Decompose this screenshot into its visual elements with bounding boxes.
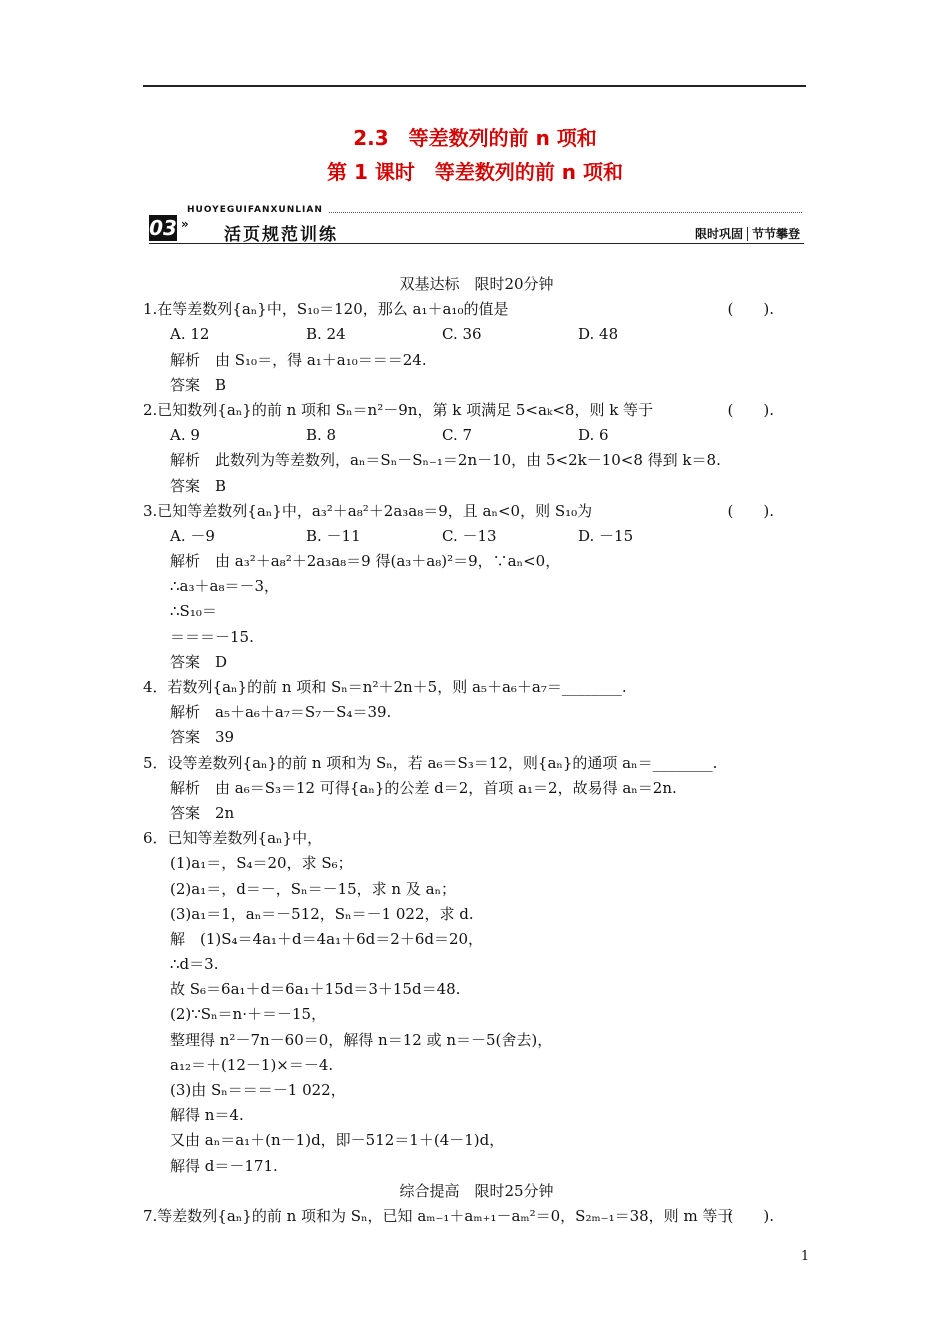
chevron-icon: »	[181, 217, 189, 231]
line-text: 解得 n＝4.	[170, 1106, 244, 1125]
exercise-content	[143, 272, 810, 1229]
solution-line	[143, 1128, 810, 1153]
answer-option: B. 24	[306, 325, 346, 344]
line-text: ＝＝＝－15.	[170, 627, 254, 646]
section-title: 2.3 等差数列的前 n 项和	[353, 126, 597, 150]
banner-number: 03	[149, 216, 177, 240]
section-heading-comprehensive: 综合提高 限时25分钟	[399, 1181, 554, 1200]
answer-option: D. 48	[578, 325, 619, 344]
solution-line	[143, 927, 810, 952]
answer-option: A. 9	[170, 426, 200, 445]
line-text: (1)a₁＝，S₄＝20，求 S₆；	[170, 854, 353, 873]
answer-options	[143, 423, 810, 448]
question-line	[143, 751, 810, 776]
solution-line	[143, 700, 810, 725]
answer-option: A. －9	[170, 526, 215, 545]
answer-options	[143, 322, 810, 347]
solution-line	[143, 474, 810, 499]
line-text: 3.已知等差数列{aₙ}中，a₃²＋a₈²＋2a₃a₈＝9，且 aₙ<0，则 S₁₀为	[143, 501, 593, 520]
line-text: (3)由 Sₙ＝＝＝－1 022，	[170, 1081, 346, 1099]
answer-blank: ( ).	[727, 300, 774, 319]
line-text: 整理得 n²－7n－60＝0，解得 n＝12 或 n＝－5(舍去)，	[170, 1030, 553, 1049]
line-text: 答案 B	[170, 375, 227, 394]
page-number: 1	[800, 1249, 810, 1264]
answer-option: D. 6	[578, 426, 609, 445]
practice-banner	[149, 203, 804, 245]
question-line	[143, 826, 810, 851]
line-text: 解析 由 a₆＝S₃＝12 可得{aₙ}的公差 d＝2，首项 a₁＝2，故易得 aₙ＝2n.	[170, 778, 677, 797]
line-text: ∴a₃＋a₈＝－3，	[170, 577, 279, 596]
section-heading-basic: 双基达标 限时20分钟	[399, 275, 554, 293]
answer-blank: ( ).	[727, 1206, 774, 1225]
line-text: 1.在等差数列{aₙ}中，S₁₀＝120，那么 a₁＋a₁₀的值是	[143, 300, 509, 319]
line-text: 答案 D	[170, 652, 228, 671]
solution-line	[143, 348, 810, 373]
solution-line	[143, 448, 810, 473]
question-line	[143, 1204, 810, 1229]
solution-line	[143, 1078, 810, 1103]
line-text: 7.等差数列{aₙ}的前 n 项和为 Sₙ，已知 aₘ₋₁＋aₘ₊₁－aₘ²＝0，S₂ₘ₋₁＝38，则 m 等于	[143, 1206, 733, 1225]
answer-option: B. 8	[306, 426, 337, 445]
line-text: 5．设等差数列{aₙ}的前 n 项和为 Sₙ，若 a₆＝S₃＝12，则{aₙ}的通项 aₙ＝________.	[143, 753, 718, 772]
answer-option: A. 12	[170, 325, 210, 344]
line-text: 解 (1)S₄＝4a₁＋d＝4a₁＋6d＝2＋6d＝20，	[170, 929, 484, 948]
line-text: 解析 此数列为等差数列，aₙ＝Sₙ－Sₙ₋₁＝2n－10，由 5<2k－10<8 得到 k＝8.	[170, 451, 721, 470]
solution-line	[143, 902, 810, 927]
solution-line	[143, 1053, 810, 1078]
answer-option: D. －15	[578, 526, 634, 545]
line-text: 答案 39	[170, 728, 235, 747]
line-text: a₁₂＝＋(12－1)×＝－4.	[170, 1055, 334, 1074]
solution-line	[143, 1002, 810, 1027]
lesson-title: 第 1 课时 等差数列的前 n 项和	[326, 160, 623, 184]
solution-line	[143, 801, 810, 826]
banner-rule	[149, 243, 804, 244]
line-text: 解得 d＝－171.	[170, 1156, 278, 1175]
banner-pinyin: HUOYEGUIFANXUNLIAN	[187, 205, 323, 215]
answer-option: B. －11	[306, 526, 361, 545]
banner-name: 活页规范训练	[224, 225, 338, 245]
line-text: 4．若数列{aₙ}的前 n 项和 Sₙ＝n²＋2n＋5，则 a₅＋a₆＋a₇＝________.	[143, 678, 627, 696]
line-text: 又由 aₙ＝a₁＋(n－1)d，即－512＝1＋(4－1)d，	[170, 1131, 505, 1150]
solution-line	[143, 1028, 810, 1053]
answer-blank: ( ).	[727, 400, 774, 419]
solution-line	[143, 1103, 810, 1128]
banner-dotted-line	[329, 212, 802, 213]
line-text: (2)∵Sₙ＝n·＋＝－15，	[170, 1005, 327, 1024]
banner-right-b: 节节攀登	[751, 227, 800, 241]
answer-blank: ( ).	[727, 501, 774, 520]
answer-option: C. －13	[442, 526, 497, 545]
solution-line	[143, 851, 810, 876]
line-text: 6．已知等差数列{aₙ}中，	[143, 829, 323, 848]
line-text: 解析 a₅＋a₆＋a₇＝S₇－S₄＝39.	[170, 703, 392, 722]
line-text: 解析 由 a₃²＋a₈²＋2a₃a₈＝9 得(a₃＋a₈)²＝9，∵aₙ<0，	[170, 552, 561, 571]
line-text: (2)a₁＝，d＝－，Sₙ＝－15，求 n 及 aₙ；	[170, 879, 457, 898]
answer-options	[143, 524, 810, 549]
solution-line	[143, 599, 810, 624]
solution-line	[143, 549, 810, 574]
answer-option: C. 7	[442, 426, 473, 445]
solution-line	[143, 877, 810, 902]
question-line	[143, 499, 810, 524]
answer-option: C. 36	[442, 325, 482, 344]
question-line	[143, 297, 810, 322]
solution-line	[143, 650, 810, 675]
solution-line	[143, 952, 810, 977]
solution-line	[143, 373, 810, 398]
solution-line	[143, 776, 810, 801]
banner-right-a: 限时巩固	[694, 227, 743, 241]
solution-line	[143, 1154, 810, 1179]
line-text: 故 S₆＝6a₁＋d＝6a₁＋15d＝3＋15d＝48.	[170, 980, 461, 999]
line-text: ∴d＝3.	[170, 955, 219, 974]
line-text: 答案 2n	[170, 803, 235, 822]
line-text: 2.已知数列{aₙ}的前 n 项和 Sₙ＝n²－9n，第 k 项满足 5<aₖ<8，则 k 等于	[143, 400, 654, 419]
solution-line	[143, 574, 810, 599]
line-text: 答案 B	[170, 476, 227, 495]
question-line	[143, 675, 810, 700]
line-text: (3)a₁＝1，aₙ＝－512，Sₙ＝－1 022，求 d.	[170, 904, 474, 923]
solution-line	[143, 725, 810, 750]
top-rule	[143, 85, 806, 87]
question-line	[143, 398, 810, 423]
solution-line	[143, 977, 810, 1002]
line-text: ∴S₁₀＝	[170, 602, 217, 621]
line-text: 解析 由 S₁₀＝，得 a₁＋a₁₀＝＝＝24.	[170, 350, 427, 369]
solution-line	[143, 625, 810, 650]
banner-right-label	[695, 225, 800, 242]
